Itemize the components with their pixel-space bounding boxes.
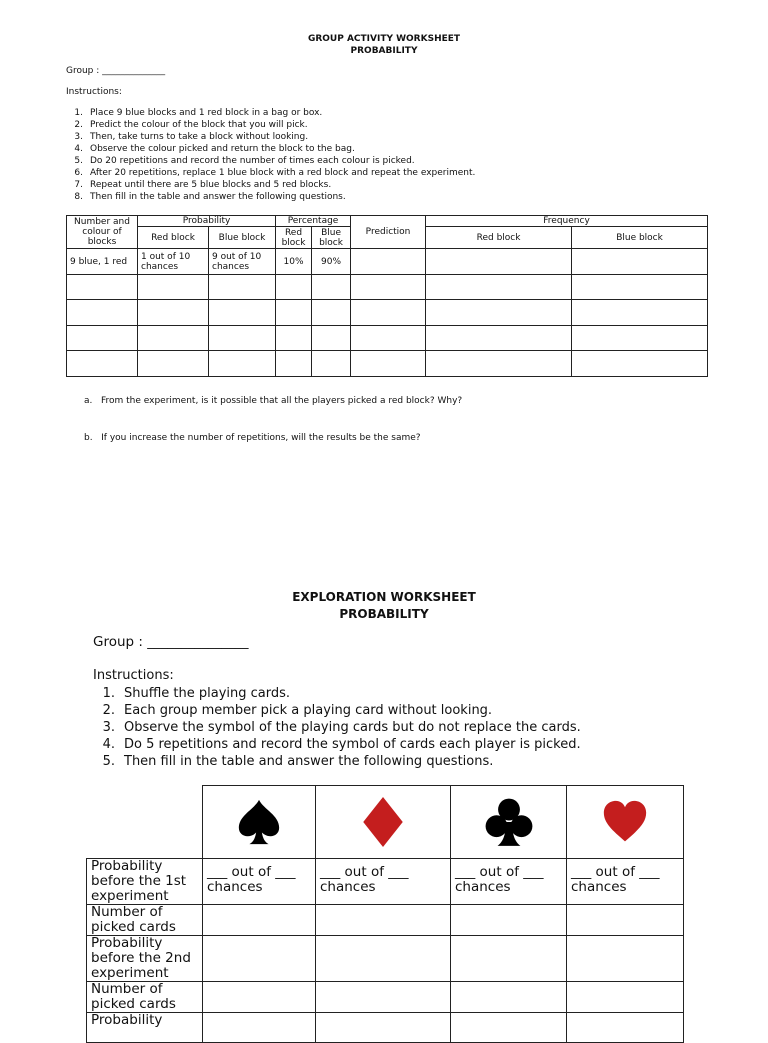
blank-cell[interactable] <box>276 326 312 351</box>
table-row <box>67 249 708 275</box>
club-column-header <box>451 786 567 859</box>
blank-cell[interactable] <box>572 351 708 377</box>
instruction-item: 6. After 20 repetitions, replace 1 blue block with a red block and repeat the experiment. <box>74 168 476 178</box>
header-prob-blue: Blue block <box>209 227 276 249</box>
blank-cell[interactable] <box>138 275 209 300</box>
table-row <box>67 351 708 377</box>
question-a: a. From the experiment, is it possible that all the players picked a red block? Why? <box>84 396 463 406</box>
row-label: Probability before the 1st experiment <box>87 859 203 905</box>
blank-cell[interactable] <box>567 905 684 936</box>
cell-pct-blue: 90% <box>312 249 351 275</box>
blank-cell[interactable] <box>567 936 684 982</box>
heart-probability-cell[interactable]: ___ out of ___ chances <box>567 859 684 905</box>
header-freq-red: Red block <box>426 227 572 249</box>
blank-cell[interactable] <box>209 275 276 300</box>
header-number-colour: Number and colour of blocks <box>67 216 138 249</box>
blank-cell[interactable] <box>316 905 451 936</box>
blank-cell[interactable] <box>316 982 451 1013</box>
header-frequency: Frequency <box>426 216 708 227</box>
blank-cell[interactable] <box>312 326 351 351</box>
table-row <box>67 300 708 326</box>
blank-cell[interactable] <box>567 982 684 1013</box>
cell-blocks: 9 blue, 1 red <box>67 249 138 275</box>
header-pct-red: Red block <box>276 227 312 249</box>
blank-cell[interactable] <box>138 351 209 377</box>
diamond-icon <box>357 790 409 854</box>
blank-cell[interactable] <box>276 351 312 377</box>
blank-cell[interactable] <box>203 905 316 936</box>
worksheet1-title-line2: PROBABILITY <box>350 46 418 56</box>
blank-cell[interactable] <box>138 326 209 351</box>
instruction-item: 4. Observe the colour picked and return the block to the bag. <box>74 144 355 154</box>
instruction-item: 7. Repeat until there are 5 blue blocks and 5 red blocks. <box>74 180 332 190</box>
club-icon <box>483 796 535 848</box>
instructions-label: Instructions: <box>66 87 122 97</box>
cell-freq-blue[interactable] <box>572 249 708 275</box>
worksheet2-title <box>0 589 768 623</box>
blank-cell[interactable] <box>572 275 708 300</box>
cell-freq-red[interactable] <box>426 249 572 275</box>
blank-cell[interactable] <box>351 326 426 351</box>
row-label: Number of picked cards <box>87 905 203 936</box>
blank-cell[interactable] <box>351 351 426 377</box>
instructions-list-2 <box>95 685 581 770</box>
table-row <box>87 1013 684 1043</box>
worksheet1-title <box>0 33 768 57</box>
question-b: b. If you increase the number of repetitions, will the results be the same? <box>84 433 421 443</box>
heart-icon <box>599 799 651 845</box>
instruction-item: 1. Place 9 blue blocks and 1 red block in a bag or box. <box>74 108 323 118</box>
spade-icon <box>233 798 285 846</box>
worksheet2-title-line2: PROBABILITY <box>339 607 429 621</box>
instructions-list <box>67 107 475 203</box>
instruction-item: 1. Shuffle the playing cards. <box>102 686 291 701</box>
blank-cell[interactable] <box>451 982 567 1013</box>
blank-cell[interactable] <box>67 326 138 351</box>
header-probability: Probability <box>138 216 276 227</box>
instruction-item: 8. Then fill in the table and answer the following questions. <box>74 192 346 202</box>
blank-cell[interactable] <box>138 300 209 326</box>
row-label: Probability <box>87 1013 203 1043</box>
header-prediction: Prediction <box>351 216 426 249</box>
table-row <box>67 326 708 351</box>
blank-cell[interactable] <box>426 351 572 377</box>
heart-shape <box>604 801 646 841</box>
table-row <box>87 982 684 1013</box>
instruction-item: 2. Each group member pick a playing card without looking. <box>102 703 493 718</box>
instruction-item: 3. Then, take turns to take a block without looking. <box>74 132 309 142</box>
group-field-2[interactable]: Group : _______________ <box>93 634 249 650</box>
empty-corner-cell <box>87 786 203 859</box>
table-row <box>87 905 684 936</box>
blank-cell[interactable] <box>351 300 426 326</box>
club-probability-cell[interactable]: ___ out of ___ chances <box>451 859 567 905</box>
cell-prob-blue: 9 out of 10 chances <box>209 249 276 275</box>
spade-shape <box>239 800 279 844</box>
blank-cell[interactable] <box>451 1013 567 1043</box>
diamond-shape <box>363 797 403 847</box>
blank-cell[interactable] <box>67 351 138 377</box>
instruction-item: 5. Do 20 repetitions and record the number of times each colour is picked. <box>74 156 415 166</box>
block-probability-table <box>66 215 708 377</box>
blank-cell[interactable] <box>567 1013 684 1043</box>
worksheet1-title-line1: GROUP ACTIVITY WORKSHEET <box>307 34 461 44</box>
playing-card-table <box>86 785 684 1043</box>
blank-cell[interactable] <box>572 300 708 326</box>
table-row <box>87 859 684 905</box>
worksheet2-title-line1: EXPLORATION WORKSHEET <box>292 590 476 604</box>
diamond-column-header <box>316 786 451 859</box>
blank-cell[interactable] <box>276 275 312 300</box>
blank-cell[interactable] <box>572 326 708 351</box>
blank-cell[interactable] <box>209 351 276 377</box>
blank-cell[interactable] <box>312 300 351 326</box>
row-label: Number of picked cards <box>87 982 203 1013</box>
header-pct-blue: Blue block <box>312 227 351 249</box>
table-row <box>87 936 684 982</box>
blank-cell[interactable] <box>312 275 351 300</box>
spade-probability-cell[interactable]: ___ out of ___ chances <box>203 859 316 905</box>
diamond-probability-cell[interactable]: ___ out of ___ chances <box>316 859 451 905</box>
instruction-item: 5. Then fill in the table and answer the following questions. <box>102 754 494 769</box>
instruction-item: 2. Predict the colour of the block that you will pick. <box>74 120 308 130</box>
instructions-label-2: Instructions: <box>93 668 174 683</box>
instruction-item: 4. Do 5 repetitions and record the symbol of cards each player is picked. <box>102 737 581 752</box>
blank-cell[interactable] <box>316 1013 451 1043</box>
table-row <box>67 275 708 300</box>
instruction-item: 3. Observe the symbol of the playing cards but do not replace the cards. <box>102 720 581 735</box>
cell-prob-red: 1 out of 10 chances <box>138 249 209 275</box>
group-field[interactable]: Group : ______________ <box>66 66 166 76</box>
blank-cell[interactable] <box>203 982 316 1013</box>
row-label: Probability before the 2nd experiment <box>87 936 203 982</box>
cell-prediction[interactable] <box>351 249 426 275</box>
blank-cell[interactable] <box>451 936 567 982</box>
blank-cell[interactable] <box>426 275 572 300</box>
blank-cell[interactable] <box>426 300 572 326</box>
cell-pct-red: 10% <box>276 249 312 275</box>
blank-cell[interactable] <box>67 300 138 326</box>
blank-cell[interactable] <box>67 275 138 300</box>
blank-cell[interactable] <box>203 1013 316 1043</box>
heart-column-header <box>567 786 684 859</box>
header-freq-blue: Blue block <box>572 227 708 249</box>
blank-cell[interactable] <box>203 936 316 982</box>
spade-column-header <box>203 786 316 859</box>
blank-cell[interactable] <box>316 936 451 982</box>
blank-cell[interactable] <box>426 326 572 351</box>
blank-cell[interactable] <box>312 351 351 377</box>
header-percentage: Percentage <box>276 216 351 227</box>
blank-cell[interactable] <box>209 326 276 351</box>
blank-cell[interactable] <box>276 300 312 326</box>
header-prob-red: Red block <box>138 227 209 249</box>
blank-cell[interactable] <box>451 905 567 936</box>
blank-cell[interactable] <box>209 300 276 326</box>
club-shape <box>485 799 532 846</box>
blank-cell[interactable] <box>351 275 426 300</box>
